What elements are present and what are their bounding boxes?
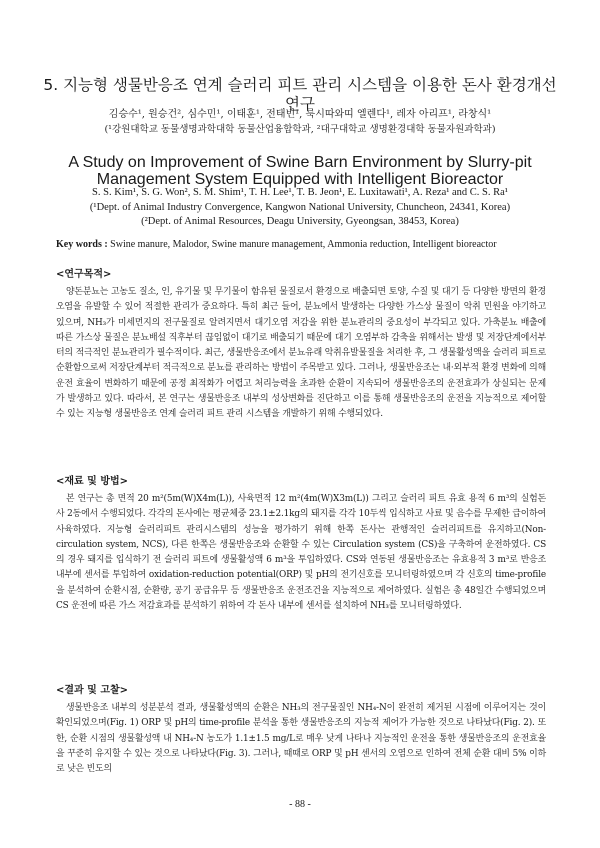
section-heading: <연구목적>	[56, 269, 112, 280]
section-body: 본 연구는 총 면적 20 m²(5m(W)X4m(L)), 사육면적 12 m²(4m(W)X3m(L)) 그리고 슬러리 피트 유효 용적 6 m³의 실험돈사 2동에서 수행되었다. 각각의 돈사에는 평균체중 23.1±2.1kg의 돼지를 각각 10두씩 입식하고 사료 및 음수를 무제한 급이하여 사육하였다. 지능형 슬러리피트 관리시스템의 성능을 평가하기 위해 한쪽 돈사는 관행적인 슬러리피트를 유지하고(Non-circulation system, NCS), 다른 한쪽은 생물반응조와 순환할 수 있는 Circulation system (CS)을 구축하여 운전하였다. CS의 경우 돼지를 입식하기 전 슬러리 피트에 생물활성액 6 m³을 투입하였다. CS와 연동된 생물반응조는 유효용적 3 m³로 반응조 내부에 센서를 투입하여 oxidation-reduction potential(ORP) 및 pH의 전기신호를 모니터링하였으며 각 신호의 time-profile을 분석하여 순환시점, 순환량, 공기 공급유무 등 생물반응조 운전조건을 지능적으로 제어하였다. 실험은 총 48일간 수행되었으며 CS 운전에 따른 가스 저감효과를 분석하기 위하여 각 돈사 내부에 센서를 설치하여 NH₃를 모니터링하였다.	[56, 494, 546, 612]
english-affiliations	[40, 201, 560, 228]
korean-title: 5. 지능형 생물반응조 연계 슬러리 피트 관리 시스템을 이용한 돈사 환경개선 연구	[43, 76, 557, 113]
korean-affiliation: (¹강원대학교 동물생명과학대학 동물산업융합학과, ²대구대학교 생명환경대학 동물자원과학과)	[104, 124, 496, 135]
keywords-text: Swine manure, Malodor, Swine manure management, Ammonia reduction, Intelligent bioreactor	[110, 239, 497, 250]
keywords-line	[56, 238, 556, 251]
korean-authors: 김승수¹, 원승건², 심수민¹, 이태훈¹, 전태빈¹, 룩시따와띠 엘렌다¹, 레자 아리프¹, 라창식¹	[108, 109, 492, 120]
section-methods	[56, 475, 546, 614]
section-results	[56, 684, 546, 777]
section-heading: <결과 및 고찰>	[56, 685, 129, 696]
keywords-label: Key words :	[56, 239, 108, 250]
section-body: 생물반응조 내부의 성분분석 결과, 생물활성액의 순환은 NH₃의 전구물질인 NH₄-N이 완전히 제거된 시점에 이루어지는 것이 확인되었으며(Fig. 1) ORP 및 pH의 time-profile 분석을 통한 생물반응조의 지능적 제어가 가능한 것으로 나타났다(Fig. 2). 또한, 순환 시점의 생물활성액 내 NH₄-N 농도가 1.1±1.5 mg/L로 매우 낮게 나타나 지능적인 운전을 통한 생물반응조의 운전효율을 꾸준히 유지할 수 있는 것으로 나타났다(Fig. 3). 그러나, 때때로 ORP 및 pH 센서의 오염으로 인하여 전체 순환 대비 5% 이하로 낮은 빈도의	[56, 703, 546, 775]
english-affiliation-2: (²Dept. of Animal Resources, Deagu University, Gyeongsan, 38453, Korea)	[141, 215, 459, 227]
section-purpose	[56, 268, 546, 423]
english-title: A Study on Improvement of Swine Barn Environment by Slurry-pit Management System Equipped with Intelligent Bioreactor	[68, 154, 532, 188]
english-affiliation-1: (¹Dept. of Animal Industry Convergence, Kangwon National University, Chuncheon, 24341, Korea)	[89, 202, 511, 213]
section-body: 양돈분뇨는 고농도 질소, 인, 유기물 및 무기물이 함유된 물질로서 환경으로 배출되면 토양, 수질 및 대기 등 다양한 방면의 환경오염을 유발할 수 있어 적절한 관리가 중요하다. 특히 최근 들어, 분뇨에서 발생하는 다양한 가스상 물질이 악취 민원을 야기하고 있으며, NH₃가 미세먼지의 전구물질로 알려지면서 대기오염 저감을 위한 분뇨관리의 중요성이 부각되고 있다. 가축분뇨 배출에 따른 가스상 물질은 분뇨배설 직후부터 끊임없이 대기로 배출되기 때문에 대기 오염부하 감축을 위해서는 발생 및 저장단계에서부터의 적극적인 분뇨관리가 필수적이다. 최근, 생물반응조에서 분뇨유래 악취유발물질을 처리한 후, 그 생물활성액을 슬러리 피트로 순환함으로써 저장단계부터 적극적으로 분뇨를 관리하는 방법이 주목받고 있다. 그러나, 생물반응조는 내·외부적 환경 변화에 의해 운전 효율이 변화하기 때문에 공정 최적화가 어렵고 처리능력을 초과한 순환이 지속되어 생물반응조의 운전효과가 상실되는 문제가 발생하고 있다. 따라서, 본 연구는 생물반응조 내부의 성상변화를 진단하고 이를 통해 생물반응조의 운전을 지능적으로 제어할 수 있는 지능형 생물반응조 연계 슬러리 피트 관리 시스템을 개발하기 위해 수행되었다.	[56, 287, 546, 420]
page-number: - 88 -	[289, 799, 311, 810]
section-heading: <재료 및 방법>	[56, 476, 129, 487]
english-authors: S. S. Kim¹, S. G. Won², S. M. Shim¹, T. H. Lee¹, T. B. Jeon¹, E. Luxitawati¹, A. Reza¹ and C. S. Ra¹	[92, 187, 508, 198]
